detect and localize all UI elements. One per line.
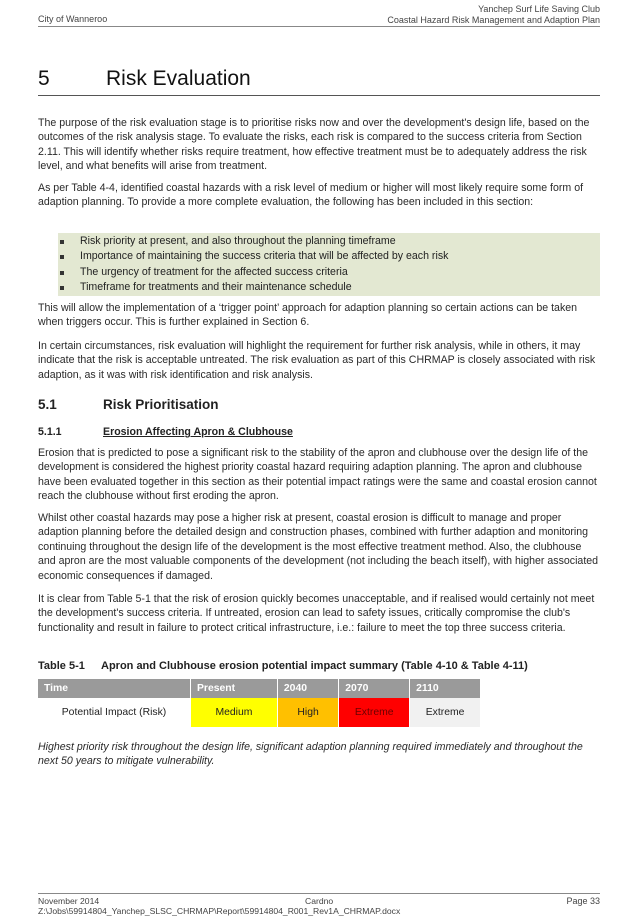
impact-cell-present: Medium — [191, 698, 278, 727]
subsubsection-paragraph-3: It is clear from Table 5-1 that the risk of erosion quickly becomes unacceptable, and if realised would certainly not meet the development's success criteria. If untreated, erosion can lead to safety issues, critically compromise the club's functionality and result in failure to protect critical infrastructure, i.e.: failure to meet the top three success criteria. — [38, 593, 595, 634]
bullet-item — [58, 265, 600, 280]
footer-divider — [38, 893, 600, 894]
subsubsection-paragraph-1: Erosion that is predicted to pose a significant risk to the stability of the apron and clubhouse over the design life of the development is considered the highest priority coastal hazard requiring adaption planning. The apron and clubhouse have been evaluated together in this section as their potential impact ratings were the same and coastal erosion cannot reach the clubhouse without first eroding the apron. — [38, 447, 597, 503]
footer-company: Cardno — [305, 896, 334, 906]
section-paragraph-1: The purpose of the risk evaluation stage is to prioritise risks now and over the development's design life, based on the outcomes of the risk analysis stage. To evaluate the risks, each risk is compared to the success criteria from Section 2.11. This will identify whether risks require treatment, how effective treatment must be to adequately address the risk level, and what benefits will arise from treatment. — [38, 117, 590, 173]
table-header-cell: 2110 — [410, 679, 481, 698]
table-caption-text: Apron and Clubhouse erosion potential impact summary (Table 4-10 & Table 4-11) — [101, 660, 528, 672]
footer-left — [38, 896, 400, 916]
bullet-text: Importance of maintaining the success criteria that will be affected by each risk — [80, 250, 449, 263]
table-header-cell: Time — [38, 679, 191, 698]
bullet-item — [58, 234, 600, 249]
header-organization: City of Wanneroo — [38, 14, 108, 24]
footer-date: November 2014 — [38, 896, 100, 906]
header-club-name: Yanchep Surf Life Saving Club — [478, 4, 600, 14]
footer-page-number: Page 33 — [566, 896, 600, 906]
table-caption — [38, 660, 528, 672]
subsubsection-heading — [38, 426, 293, 438]
bullet-text: Timeframe for treatments and their maintenance schedule — [80, 280, 352, 293]
bullet-marker-icon — [60, 286, 64, 290]
footer-file-path: Z:\Jobs\59914804_Yanchep_SLSC_CHRMAP\Report\59914804_R001_Rev1A_CHRMAP.docx — [38, 906, 401, 916]
subsection-number: 5.1 — [38, 397, 57, 412]
subsection-heading — [38, 397, 219, 412]
impact-cell-2070: Extreme — [339, 698, 410, 727]
impact-cell-2110: Extreme — [410, 698, 481, 727]
section-paragraph-4: In certain circumstances, risk evaluation will highlight the requirement for further risk analysis, while in others, it may indicate that the risk is acceptable untreated. The risk evaluation as part of this CHRMAP is closely associated with risk adaption, as it was with risk identification and risk analysis. — [38, 340, 596, 381]
table-header-cell: Present — [191, 679, 278, 698]
priority-note: Highest priority risk throughout the design life, significant adaption planning required immediately and throughout the next 50 years to mitigate vulnerability. — [38, 741, 583, 768]
bullet-list — [58, 233, 600, 296]
section-paragraph-2: As per Table 4-4, identified coastal hazards with a risk level of medium or higher will most likely require some form of adaption planning. To provide a more complete evaluation, the following has been included in this section: — [38, 182, 584, 209]
table-row-label: Potential Impact (Risk) — [38, 698, 191, 727]
bullet-marker-icon — [60, 271, 64, 275]
section-number: 5 — [38, 67, 50, 90]
bullet-text: Risk priority at present, and also throughout the planning timeframe — [80, 235, 396, 247]
table-number: Table 5-1 — [38, 660, 85, 672]
bullet-marker-icon — [60, 240, 64, 244]
table-header-cell: 2070 — [339, 679, 410, 698]
bullet-item — [58, 280, 600, 295]
table-header-cell: 2040 — [277, 679, 338, 698]
section-heading — [38, 67, 600, 96]
header-divider — [38, 26, 600, 27]
bullet-text: The urgency of treatment for the affected success criteria — [80, 265, 348, 278]
subsubsection-number: 5.1.1 — [38, 426, 62, 438]
header-plan-name: Coastal Hazard Risk Management and Adaption Plan — [387, 15, 600, 25]
subsubsection-title: Erosion Affecting Apron & Clubhouse — [103, 426, 293, 438]
bullet-item — [58, 249, 600, 264]
subsubsection-paragraph-2: Whilst other coastal hazards may pose a higher risk at present, coastal erosion is difficult to manage and proper adaption planning before the detailed design and construction phases, combined with further adaption and monitoring continuing throughout the design life of the development is the most effective treatment method. Also, the clubhouse and apron are the most valuable components of the development (not including the beach itself), with higher associated economic consequences if damaged. — [38, 512, 599, 582]
header-document-title — [387, 4, 600, 26]
subsection-title: Risk Prioritisation — [103, 397, 219, 412]
section-paragraph-3: This will allow the implementation of a ‘trigger point’ approach for adaption planning so certain actions can be taken when triggers occur. This is further explained in Section 6. — [38, 302, 578, 329]
section-title: Risk Evaluation — [106, 67, 251, 90]
bullet-marker-icon — [60, 255, 64, 259]
table-header-row — [38, 679, 481, 698]
table-row — [38, 698, 481, 727]
impact-summary-table — [38, 679, 481, 727]
impact-cell-2040: High — [277, 698, 338, 727]
